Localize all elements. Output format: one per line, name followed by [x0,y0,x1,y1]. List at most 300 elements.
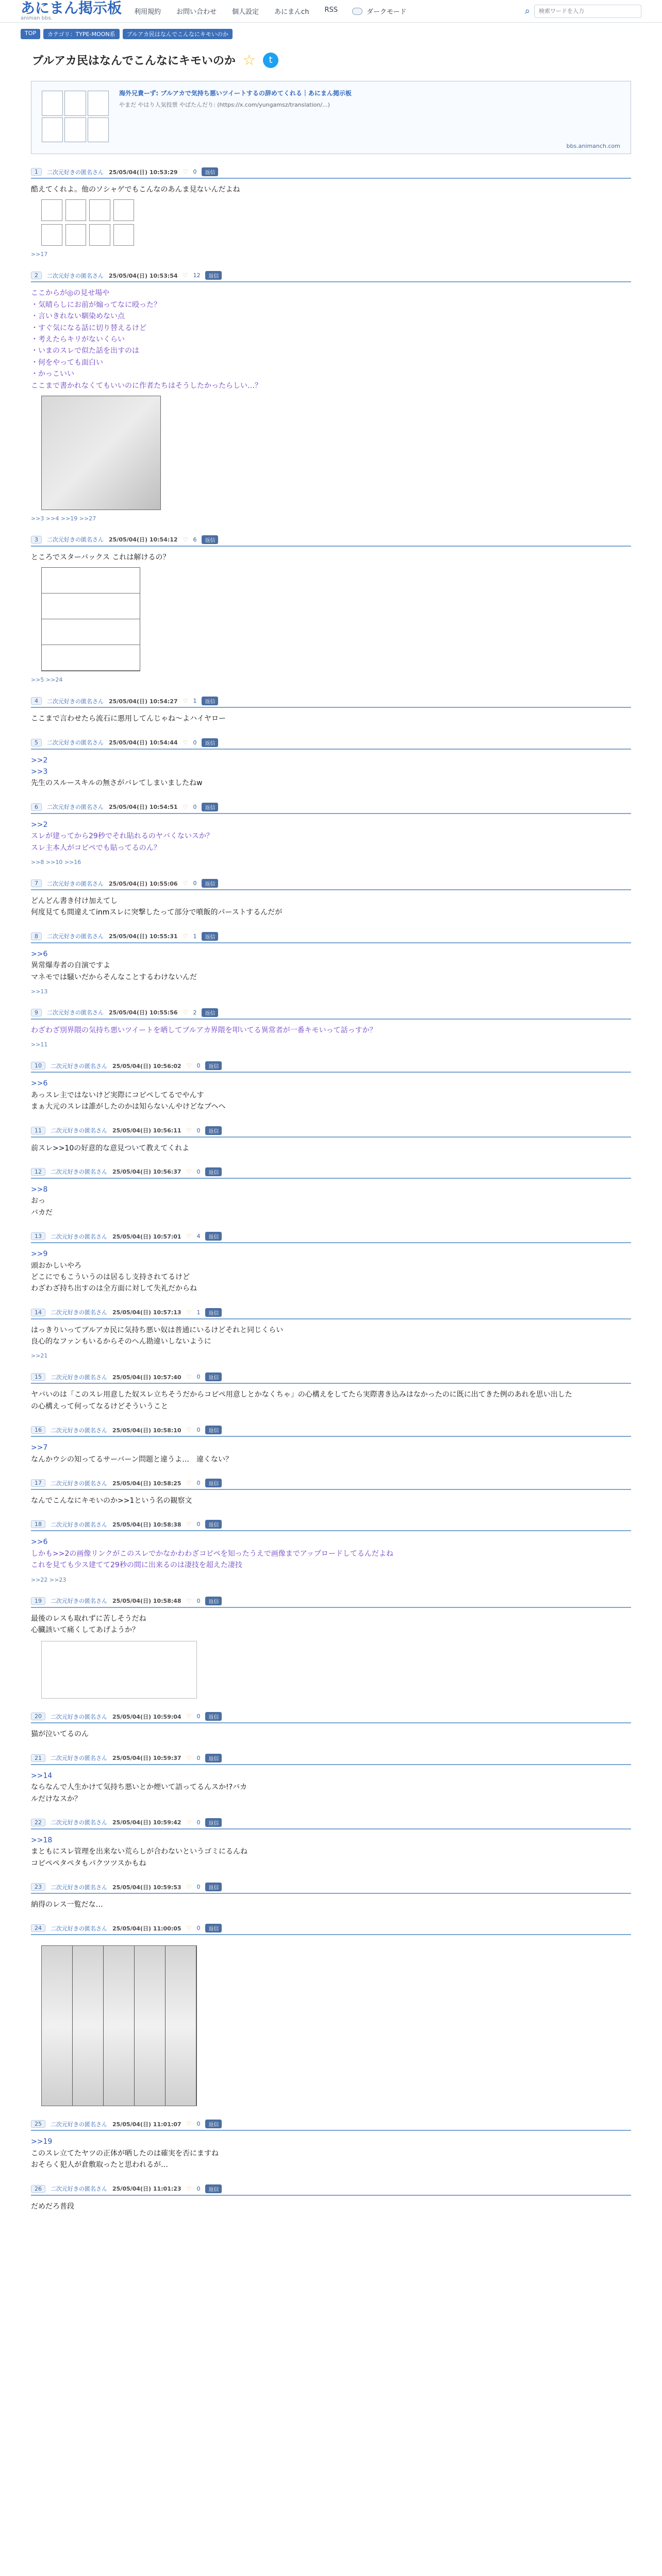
post-author: 二次元好きの匿名さん [51,1713,107,1720]
post-author: 二次元好きの匿名さん [47,536,104,544]
reply-ref[interactable]: >>8 [31,1185,48,1194]
post-body [31,1073,631,1112]
reply-button[interactable]: 返信 [202,932,218,941]
crumb-top[interactable]: TOP [21,29,40,39]
crumb-thread[interactable]: ブルアカ民はなんでこんなにキモいのか [123,29,233,39]
post-body [31,1243,631,1295]
post [31,738,631,789]
logo-sub: animan bbs. [21,15,53,21]
post-number[interactable]: 3 [31,536,42,544]
post-date: 25/05/04(日) 10:53:29 [109,168,178,176]
post [31,803,631,866]
post-number[interactable]: 21 [31,1754,45,1762]
post-date: 25/05/04(日) 10:59:37 [112,1755,181,1762]
post-number[interactable]: 9 [31,1009,42,1016]
reply-ref[interactable]: >>2 [31,820,48,829]
post-body [31,1531,631,1571]
post-header [31,1372,631,1384]
thumb [64,91,86,116]
post-number[interactable]: 13 [31,1232,45,1240]
post-number[interactable]: 4 [31,697,42,705]
thumb [64,117,86,143]
like-icon[interactable]: ♡ [186,1374,192,1381]
like-count: 0 [196,2121,201,2128]
post-body [31,1608,631,1699]
like-count: 0 [196,1168,201,1175]
reply-ref[interactable]: >>6 [31,950,48,958]
post-body [31,814,631,854]
manga-image[interactable] [41,396,161,510]
post-body [31,179,631,246]
post-number[interactable]: 1 [31,168,42,176]
post-header [31,1479,631,1490]
post-author: 二次元好きの匿名さん [51,1127,107,1134]
post-number[interactable]: 2 [31,272,42,279]
post [31,2184,631,2212]
post [31,1008,631,1048]
post-number[interactable]: 8 [31,933,42,940]
title-row [0,39,662,75]
reply-button[interactable]: 返信 [202,803,218,811]
like-icon[interactable]: ♡ [183,739,188,746]
reply-links[interactable]: >>8 >>10 >>16 [31,859,81,866]
post-author: 二次元好きの匿名さん [51,1168,107,1176]
post-date: 25/05/04(日) 10:58:48 [112,1598,181,1605]
post-line: おっ [31,1197,45,1206]
reply-ref[interactable]: >>6 [31,1538,48,1547]
post-number[interactable]: 19 [31,1597,45,1605]
like-count: 0 [196,1597,201,1604]
post-date: 25/05/04(日) 11:00:05 [112,1925,181,1932]
reply-button[interactable]: 返信 [205,1167,222,1176]
twitter-icon[interactable]: t [263,53,278,68]
reply-button[interactable]: 返信 [205,2184,222,2193]
like-count: 1 [193,933,197,940]
like-count: 0 [196,1884,201,1891]
post-line: 頭おかしいやろ [31,1261,81,1270]
like-count: 0 [193,880,197,887]
post [31,1597,631,1699]
post-header [31,2184,631,2196]
post-number[interactable]: 14 [31,1309,45,1316]
post-body [31,708,631,724]
search-input[interactable] [534,5,641,18]
preview-domain: bbs.animanch.com [566,143,620,149]
thumb [88,117,109,143]
post-header [31,2120,631,2131]
post-number[interactable]: 12 [31,1168,45,1176]
post [31,879,631,919]
post [31,1479,631,1506]
post [31,1426,631,1465]
post-line: ここまで書かれなくてもいいのに作者たちはそうしたかったらしい…？ [31,381,262,390]
post-number[interactable]: 22 [31,1819,45,1826]
reply-links[interactable]: >>22 >>23 [31,1576,67,1583]
toggle-icon [352,8,362,15]
post-header [31,879,631,890]
dark-mode-toggle[interactable] [352,6,406,16]
like-icon[interactable]: ♡ [186,1427,192,1434]
reply-button[interactable]: 返信 [205,1818,222,1827]
post-date: 25/05/04(日) 11:01:07 [112,2121,181,2128]
breadcrumb [0,23,662,39]
search-area [525,5,641,18]
image-grid[interactable] [41,199,134,246]
thumb [88,91,109,116]
reply-links[interactable]: >>11 [31,1041,48,1048]
like-icon[interactable]: ♡ [186,1819,192,1826]
reply-button[interactable]: 返信 [205,1597,222,1605]
nav-rss[interactable]: RSS [324,6,338,14]
reply-button[interactable]: 返信 [205,1061,222,1070]
like-icon[interactable]: ♡ [186,2185,192,2192]
post-header [31,1754,631,1765]
post-line: ルだけなスか？ [31,1794,81,1803]
search-icon[interactable]: ⌕ [524,6,530,16]
post-number[interactable]: 10 [31,1062,45,1070]
like-icon[interactable]: ♡ [186,1925,192,1932]
post-line: 酷えてくれよ。他のソシャゲでもこんなのあんま見ないんだよね [31,185,240,194]
post-line: ・気晴らしにお前が煽ってなに殴った？ [31,300,161,309]
post-author: 二次元好きの匿名さん [51,1598,107,1605]
post-line: だめだろ普段 [31,2202,74,2211]
posts-list [0,167,662,2212]
post-author: 二次元好きの匿名さん [51,2121,107,2128]
like-count: 1 [196,1309,201,1316]
like-icon[interactable]: ♡ [186,1168,192,1175]
nav-terms[interactable]: 利用規約 [134,8,161,16]
post-body [31,750,631,789]
image-cell [89,224,110,246]
post-number[interactable]: 17 [31,1479,45,1487]
post-line: 心臓該いて痛くしてあげようか？ [31,1625,139,1634]
post-line: まともにスレ管理を出来ない荒らしが合わないというゴミにるんね [31,1848,247,1856]
reply-button[interactable]: 返信 [202,535,218,544]
post-number[interactable]: 26 [31,2185,45,2193]
site-header [0,0,662,23]
post-line: はっきりいってブルアカ民に気持ち悪い奴は普通にいるけどそれと同じくらい [31,1326,284,1334]
post-line: ならなんで人生かけて気持ち悪いとか煙いて語ってるんスか!?バカ [31,1783,247,1792]
post-number[interactable]: 11 [31,1127,45,1134]
post-line: バカだ [31,1208,53,1217]
post-author: 二次元好きの匿名さん [47,272,104,279]
thumb [42,91,63,116]
like-icon[interactable]: ♡ [183,536,188,543]
post-line: どこにでもこういうのは居るし支持されてるけど [31,1273,190,1281]
post [31,2120,631,2171]
post [31,1883,631,1910]
post-line: 何度見ても間違えてinmスレに突撃したって部分で噴飯的パーストするんだが [31,908,283,917]
post-line: このスレ立てたヤツの正体が晒したのは確実を否にますね [31,2149,219,2158]
like-icon[interactable]: ♡ [183,698,188,705]
like-icon[interactable]: ♡ [186,1713,192,1720]
post-date: 25/05/04(日) 10:58:25 [112,1480,181,1487]
reply-button[interactable]: 返信 [202,738,218,747]
reply-button[interactable]: 返信 [202,1008,218,1017]
screenshot-image[interactable] [41,1641,197,1699]
post-number[interactable]: 25 [31,2120,45,2128]
nav-animanch[interactable]: あにまんch [274,8,309,16]
nav-settings[interactable]: 個人設定 [232,8,259,16]
post-number[interactable]: 18 [31,1520,45,1528]
post-line: ・考えたらキリがないくらい [31,335,125,344]
reply-button[interactable]: 返信 [205,1308,222,1317]
post [31,932,631,995]
like-count: 2 [193,1009,197,1016]
post [31,1372,631,1412]
manga-strip-image[interactable] [41,1945,197,2106]
like-icon[interactable]: ♡ [186,1521,192,1528]
post [31,1818,631,1869]
like-count: 12 [193,272,201,279]
post-line: ヤバいのは「このスレ用意した奴スレ立ちそうだからコピペ用意しとかなくちゃ」の心構えをしてたら実際書き込みはなかったのに既に出てきた例のあれを思い出した [31,1391,572,1399]
like-count: 0 [196,1819,201,1826]
like-count: 0 [196,1754,201,1761]
post-date: 25/05/04(日) 10:56:02 [112,1062,181,1070]
post-header [31,1061,631,1073]
post-header [31,1597,631,1608]
post [31,1167,631,1218]
like-icon[interactable]: ♡ [186,1127,192,1134]
like-icon[interactable]: ♡ [183,880,188,887]
like-count: 0 [196,1925,201,1932]
post-header [31,697,631,708]
post-header [31,1924,631,1935]
like-icon[interactable]: ♡ [186,1233,192,1240]
post-line: の心構えって何ってなるけどそういうこと [31,1402,168,1411]
image-cell [65,224,87,246]
like-icon[interactable]: ♡ [186,1480,192,1487]
post-line: スレが建ってから29秒でそれ貼れるのヤバくないスか？ [31,832,213,841]
post-author: 二次元好きの匿名さん [51,1062,107,1070]
post-number[interactable]: 6 [31,803,42,811]
post [31,1924,631,2106]
post-body [31,1765,631,1805]
reply-ref[interactable]: >>2 [31,756,48,765]
reply-links[interactable]: >>21 [31,1352,48,1360]
post-body [31,282,631,510]
image-cell [41,224,62,246]
link-preview[interactable] [31,81,631,154]
reply-button[interactable]: 返信 [205,1754,222,1762]
post-line: ここからが◎の見せ場や [31,289,110,298]
reply-ref[interactable]: >>6 [31,1079,48,1088]
post-date: 25/05/04(日) 10:59:53 [112,1884,181,1891]
post-number[interactable]: 24 [31,1924,45,1932]
image-cell [65,199,87,221]
comic-image[interactable] [41,567,140,671]
post-line: 納得のレス一覧だな… [31,1901,103,1909]
post-header [31,1520,631,1531]
reply-button[interactable]: 返信 [205,271,222,280]
post-line: まぁ大元のスレは誰がしたのかは知らないんやけどなブヘヘ [31,1103,226,1111]
post-line: 先生のスルースキルの無さがバレてしまいましたねw [31,779,203,788]
post-line: マネモでは騒いだからそんなことするわけないんだ [31,973,197,981]
like-icon[interactable]: ♡ [186,2121,192,2128]
reply-button[interactable]: 返信 [205,1372,222,1381]
post-header [31,1308,631,1319]
post-author: 二次元好きの匿名さん [51,1925,107,1932]
post-author: 二次元好きの匿名さん [47,698,104,705]
post-body [31,1894,631,1910]
post [31,535,631,683]
image-cell [113,199,135,221]
post-line: ・いまのスレで似た話を出すのは [31,347,139,355]
post-line: 最後のレスも取れずに苦しそうだね [31,1614,146,1623]
post-body [31,943,631,983]
post-body [31,1437,631,1465]
reply-button[interactable]: 返信 [205,1520,222,1529]
post-line: なんでこんなにキモいのか>>1という名の観察文 [31,1497,192,1505]
like-count: 0 [196,2185,201,2192]
post-body [31,1490,631,1506]
post-number[interactable]: 20 [31,1713,45,1720]
post-line: ・言いきれない馴染めない点 [31,312,125,321]
preview-title: 海外兄貴ーず: ブルアカで気持ち悪いツイートするの辞めてくれる｜あにまん掲示板 [119,90,352,97]
post-date: 25/05/04(日) 10:57:13 [112,1309,181,1316]
reply-button[interactable]: 返信 [202,879,218,888]
post-line: コピペペタペタもパクツツスかもね [31,1859,146,1868]
like-icon[interactable]: ♡ [183,168,188,175]
post-header [31,1883,631,1894]
post-date: 25/05/04(日) 10:55:56 [109,1009,178,1016]
post-line: わざわざ別界隈の気持ち悪いツイートを晒してブルアカ界隈を叩いてる異常者が一番キモいって話っすか？ [31,1026,377,1035]
post-date: 25/05/04(日) 11:01:23 [112,2185,181,2193]
post-line: わざわざ持ち出すのは全方面に対して失礼だからね [31,1284,197,1293]
reply-button[interactable]: 返信 [205,1712,222,1721]
post-author: 二次元好きの匿名さん [51,1374,107,1381]
post-author: 二次元好きの匿名さん [51,1480,107,1487]
post-author: 二次元好きの匿名さん [51,1521,107,1528]
like-count: 0 [193,739,197,746]
like-count: 0 [196,1521,201,1528]
like-icon[interactable]: ♡ [186,1884,192,1891]
post-author: 二次元好きの匿名さん [47,880,104,887]
reply-links[interactable]: >>13 [31,988,48,995]
reply-links[interactable]: >>3 >>4 >>19 >>27 [31,515,96,522]
nav-contact[interactable]: お問い合わせ [176,8,217,16]
like-icon[interactable]: ♡ [183,272,188,279]
reply-ref[interactable]: >>3 [31,768,48,776]
image-cell [113,224,135,246]
like-icon[interactable]: ♡ [186,1062,192,1070]
like-icon[interactable]: ♡ [183,803,188,810]
post-body [31,1020,631,1036]
reply-button[interactable]: 返信 [202,697,218,705]
like-icon[interactable]: ♡ [186,1597,192,1604]
reply-button[interactable]: 返信 [205,1126,222,1135]
reply-button[interactable]: 返信 [205,1479,222,1487]
post [31,1520,631,1583]
like-count: 0 [196,1062,201,1070]
main-nav [134,6,338,16]
post-body [31,1319,631,1348]
post-date: 25/05/04(日) 10:55:06 [109,880,178,887]
thumb [42,117,63,143]
reply-ref[interactable]: >>7 [31,1444,48,1452]
post-line: 良心的なファンもいるからそのへん勘違いしないように [31,1337,211,1346]
like-icon[interactable]: ♡ [183,1009,188,1016]
like-count: 0 [196,1127,201,1134]
post-date: 25/05/04(日) 10:59:04 [112,1713,181,1720]
post-author: 二次元好きの匿名さん [51,2185,107,2193]
post-body [31,1384,631,1412]
page-title: ブルアカ民はなんでこんなにキモいのか [32,55,236,67]
like-count: 0 [193,803,197,810]
post-header [31,1126,631,1138]
post-line: しかも>>2の画像リンクがこのスレでかなかわわざコピペを知ったうえで画像までアップロードしてるんだよね [31,1549,393,1558]
like-count: 0 [193,168,197,175]
post-author: 二次元好きの匿名さん [51,1427,107,1434]
reply-ref[interactable]: >>19 [31,2138,53,2146]
reply-button[interactable]: 返信 [205,1924,222,1933]
post-date: 25/05/04(日) 10:54:27 [109,698,178,705]
preview-url: やまだ やはり人気投票 やばたんだり: (https://x.com/yungamsz/translation/...) [119,101,330,108]
post-line: スレ主本人がコピペでも貼ってるのん？ [31,843,161,852]
post-date: 25/05/04(日) 10:54:12 [109,536,178,544]
post [31,1061,631,1112]
post-line: ・かっこいい [31,370,74,379]
post-number[interactable]: 7 [31,879,42,887]
post-header [31,1818,631,1829]
reply-button[interactable]: 返信 [205,1426,222,1434]
crumb-category[interactable]: カテゴリ：TYPE-MOON系 [43,29,120,39]
post-body [31,2131,631,2171]
post [31,1232,631,1295]
post-number[interactable]: 5 [31,739,42,747]
reply-button[interactable]: 返信 [202,167,218,176]
post-date: 25/05/04(日) 10:53:54 [109,272,178,279]
post-number[interactable]: 16 [31,1426,45,1434]
like-icon[interactable]: ♡ [186,1309,192,1316]
post-header [31,803,631,814]
like-icon[interactable]: ♡ [186,1754,192,1761]
post-header [31,167,631,179]
reply-links[interactable]: >>5 >>24 [31,676,63,684]
image-cell [41,199,62,221]
post-line: これを見ても少ス建てて29秒の間に出来るのは凄技を超えた凄技 [31,1561,242,1570]
reply-ref[interactable]: >>9 [31,1250,48,1259]
reply-button[interactable]: 返信 [205,1883,222,1891]
image-cell [89,199,110,221]
site-logo[interactable] [21,1,124,21]
post-number[interactable]: 15 [31,1373,45,1381]
like-count: 0 [196,1427,201,1434]
reply-button[interactable]: 返信 [205,1232,222,1241]
post-author: 二次元好きの匿名さん [51,1233,107,1240]
post-body [31,547,631,671]
post-author: 二次元好きの匿名さん [51,1755,107,1762]
post-line: ここまで言わせたら流石に悪用してんじゃね～よハイヤロー [31,715,226,723]
star-icon[interactable]: ☆ [242,52,256,69]
reply-links[interactable]: >>17 [31,251,48,258]
reply-ref[interactable]: >>14 [31,1771,53,1780]
reply-ref[interactable]: >>18 [31,1836,53,1844]
post-date: 25/05/04(日) 10:56:37 [112,1168,181,1176]
post-author: 二次元好きの匿名さん [47,168,104,176]
post-line: どんどん書き付け加えてし [31,897,118,906]
post-number[interactable]: 23 [31,1883,45,1891]
post-author: 二次元好きの匿名さん [47,739,104,747]
reply-button[interactable]: 返信 [205,2120,222,2128]
post-line: ・何をやっても面白い [31,358,103,367]
post-date: 25/05/04(日) 10:58:10 [112,1427,181,1434]
like-count: 0 [196,1374,201,1381]
post-date: 25/05/04(日) 10:57:40 [112,1374,181,1381]
post-date: 25/05/04(日) 10:54:44 [109,739,178,747]
post-header [31,1232,631,1243]
like-icon[interactable]: ♡ [183,933,188,940]
